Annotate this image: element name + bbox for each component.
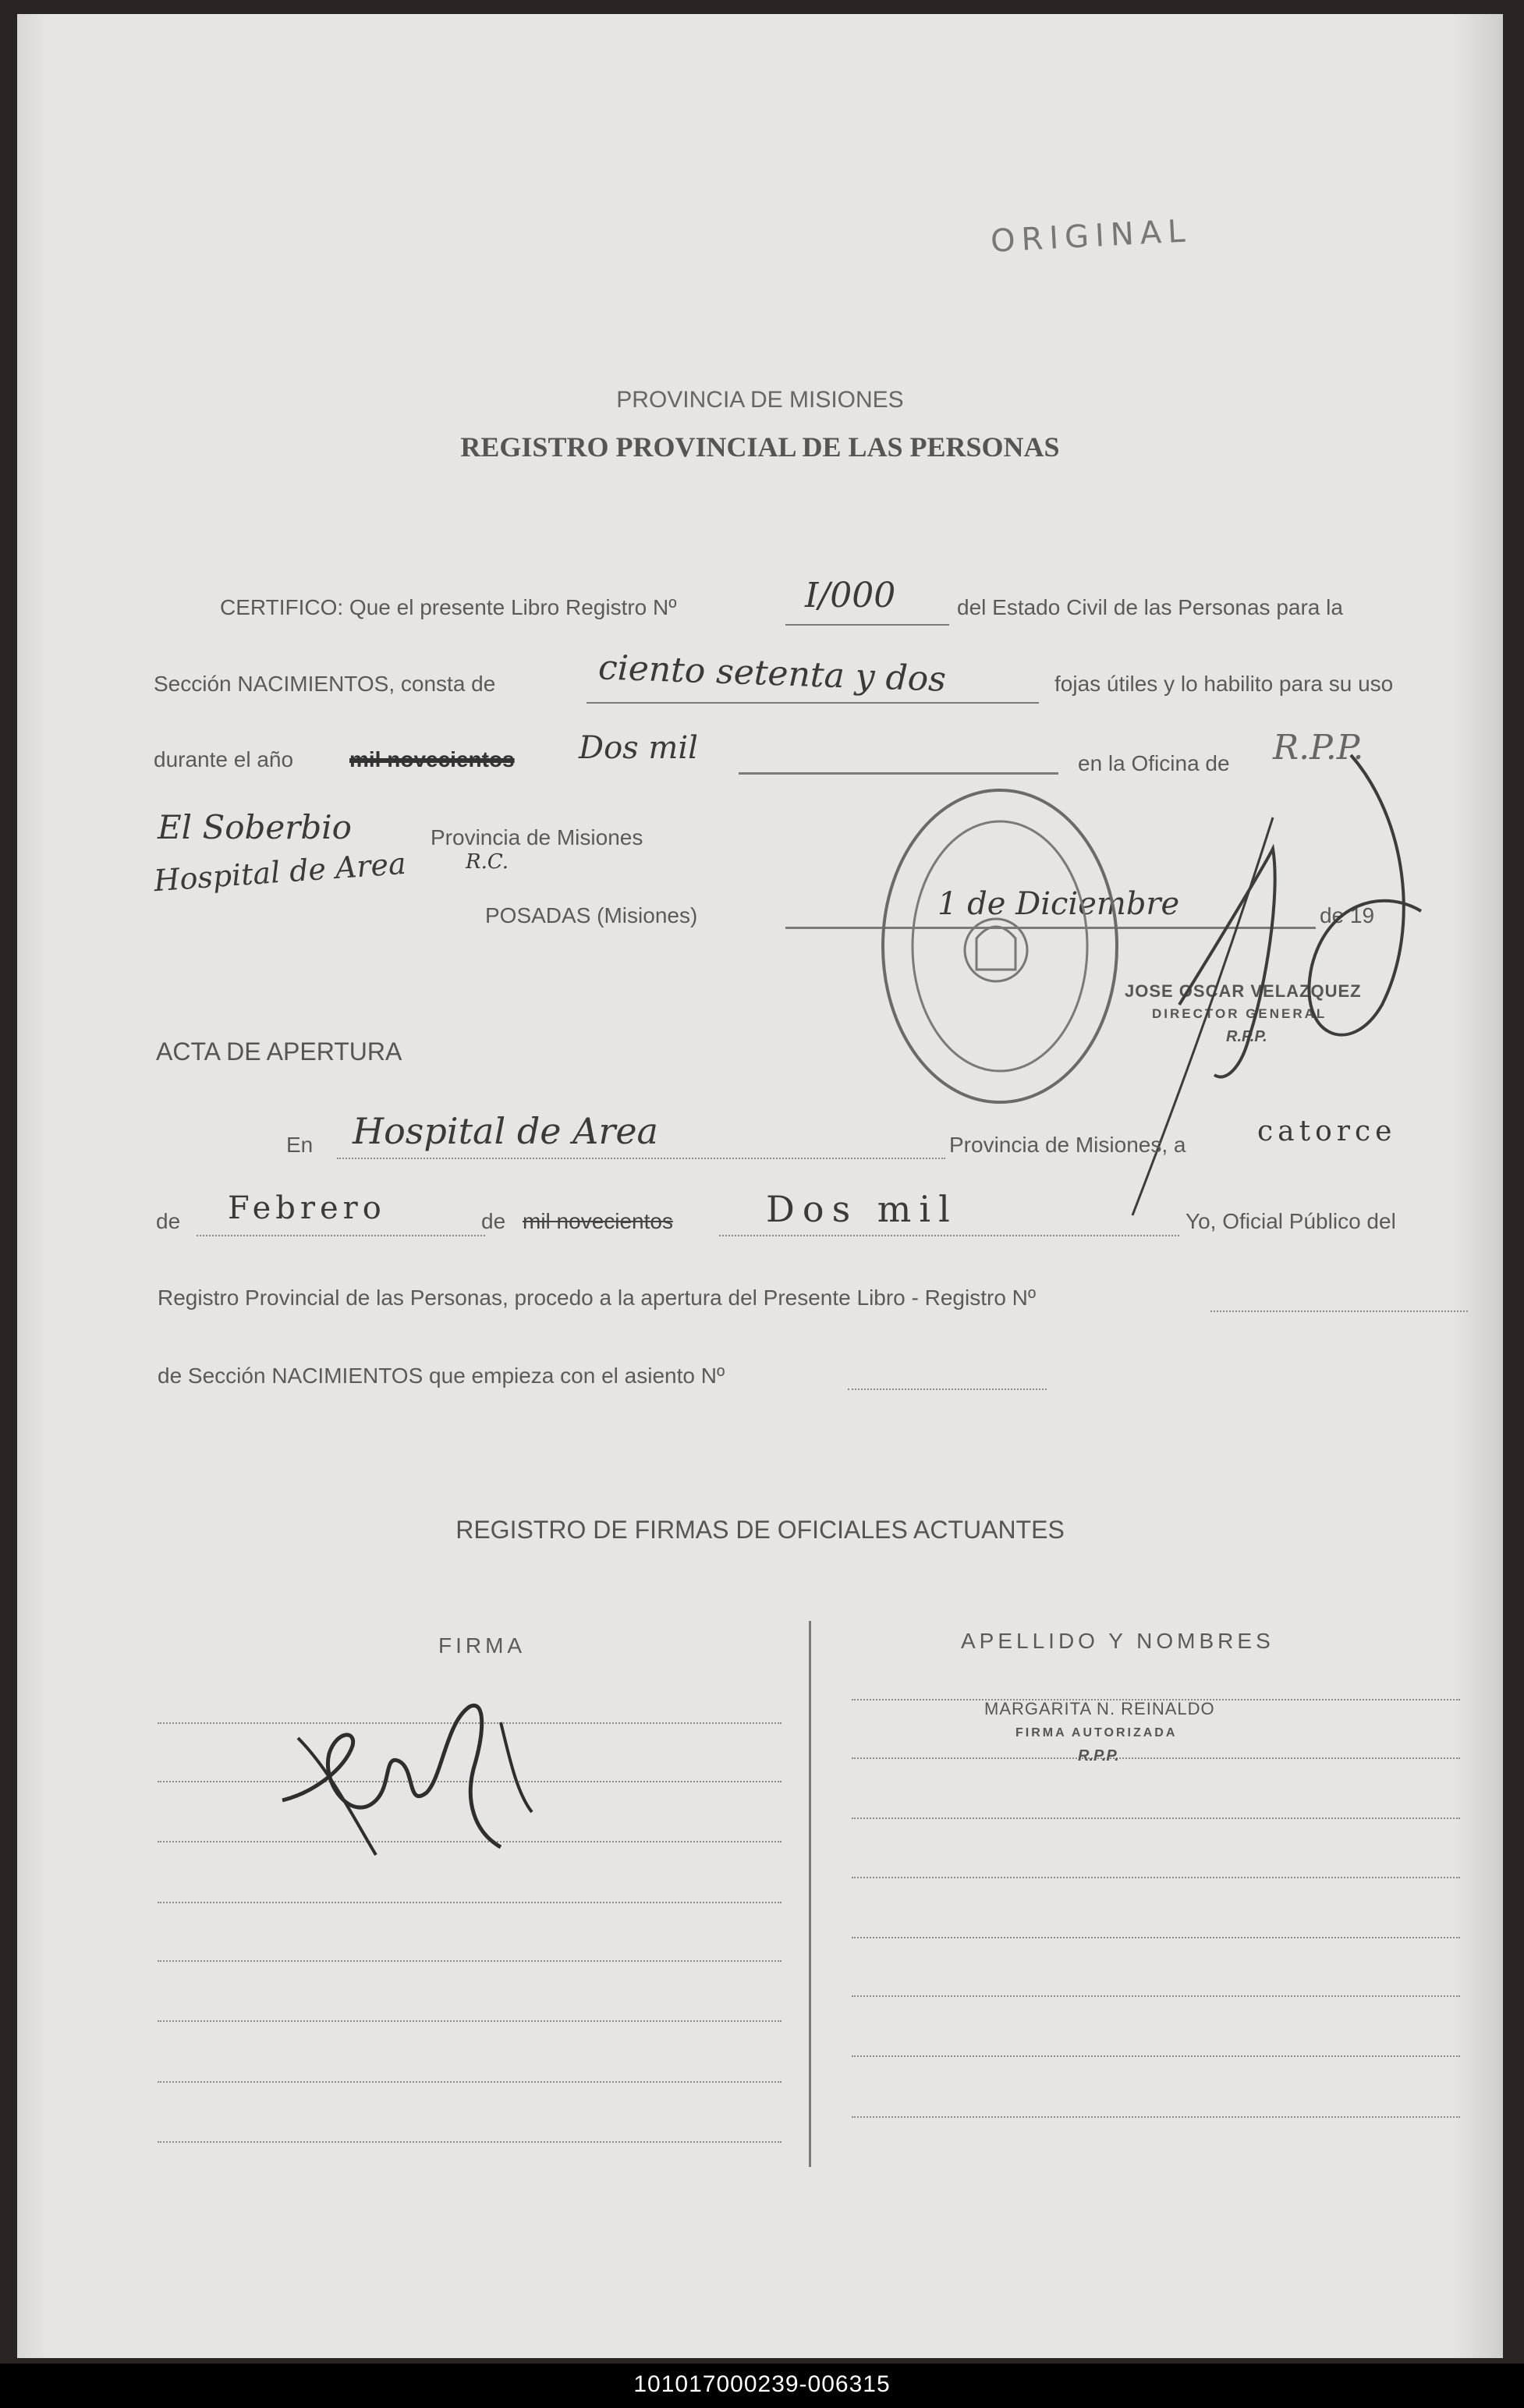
nombres-row-6 xyxy=(852,1995,1460,1997)
cert-office-label: en la Oficina de xyxy=(1078,751,1230,775)
acta-month: Febrero xyxy=(228,1190,386,1226)
nombres-row-2 xyxy=(852,1757,1460,1759)
cert-struck-year: mil novecientos xyxy=(349,747,515,771)
firma-row-5 xyxy=(158,1960,781,1962)
document-id: 101017000239-006315 xyxy=(633,2371,891,2397)
acta-place: Hospital de Area xyxy=(353,1110,658,1152)
cert-line2-label: Sección NACIMIENTOS, consta de xyxy=(154,672,496,696)
nombres-row-3 xyxy=(852,1818,1460,1819)
acta-struck-year: mil novecientos xyxy=(523,1209,673,1233)
director-signature xyxy=(1015,708,1483,1254)
acta-day: catorce xyxy=(1257,1115,1397,1147)
cert-year-line xyxy=(739,772,1058,775)
acta-line3-fill xyxy=(1210,1310,1468,1312)
cert-book-no: I/000 xyxy=(805,576,896,615)
nombres-row-7 xyxy=(852,2055,1460,2057)
original-mark: ORIGINAL xyxy=(989,213,1193,260)
cert-line3-label: durante el año xyxy=(154,747,294,771)
nombres-row-8 xyxy=(852,2116,1460,2118)
cert-province: Provincia de Misiones xyxy=(431,825,643,849)
director-name: JOSE OSCAR VELAZQUEZ xyxy=(1125,981,1362,1001)
acta-en-label: En xyxy=(286,1133,314,1157)
signatures-col-nombres: APELLIDO Y NOMBRES xyxy=(961,1629,1274,1653)
acta-year-line xyxy=(719,1235,1179,1236)
firma-row-7 xyxy=(158,2081,781,2083)
cert-pages: ciento setenta y dos xyxy=(597,647,947,700)
acta-line3: Registro Provincial de las Personas, procedo a la apertura del Presente Libro - Registro Nº xyxy=(158,1286,1037,1310)
acta-year: Dos mil xyxy=(766,1188,958,1230)
nombres-row-5 xyxy=(852,1937,1460,1938)
acta-de-label: de xyxy=(156,1209,181,1233)
director-title: DIRECTOR GENERAL xyxy=(1152,1006,1327,1021)
registry-heading: REGISTRO PROVINCIAL DE LAS PERSONAS xyxy=(460,431,1060,463)
director-org: R.P.P. xyxy=(1226,1028,1267,1045)
cert-line2-suffix: fojas útiles y lo habilito para su uso xyxy=(1054,672,1394,696)
authorized-title: FIRMA AUTORIZADA xyxy=(1015,1726,1178,1740)
firma-row-8 xyxy=(158,2141,781,2143)
firma-row-6 xyxy=(158,2020,781,2022)
signatures-col-firma: FIRMA xyxy=(438,1633,526,1658)
signatures-title: REGISTRO DE FIRMAS DE OFICIALES ACTUANTES xyxy=(455,1516,1065,1544)
acta-place-line xyxy=(337,1158,945,1159)
posadas-date: 1 de Diciembre xyxy=(937,886,1180,922)
acta-provincia-label: Provincia de Misiones, a xyxy=(949,1133,1186,1157)
acta-month-line xyxy=(197,1235,485,1236)
cert-office: R.P.P. xyxy=(1273,728,1364,768)
signatures-divider xyxy=(809,1621,811,2167)
document-page xyxy=(17,14,1503,2358)
acta-line4: de Sección NACIMIENTOS que empieza con el asiento Nº xyxy=(158,1364,725,1388)
authorized-org: R.P.P. xyxy=(1078,1747,1119,1764)
posadas-de: de 19 xyxy=(1320,903,1375,927)
acta-title: ACTA DE APERTURA xyxy=(156,1037,402,1066)
cert-line1-suffix: del Estado Civil de las Personas para la xyxy=(957,595,1343,619)
posadas-label: POSADAS (Misiones) xyxy=(485,903,698,927)
nombres-row-4 xyxy=(852,1877,1460,1878)
authorized-name: MARGARITA N. REINALDO xyxy=(984,1699,1215,1718)
cert-year: Dos mil xyxy=(579,730,698,766)
cert-book-line xyxy=(785,624,949,626)
acta-de2-label: de xyxy=(481,1209,506,1233)
officer-signature xyxy=(267,1676,579,1878)
cert-line1-label: CERTIFICO: Que el presente Libro Registro Nº xyxy=(220,595,677,619)
acta-yo-label: Yo, Oficial Público del xyxy=(1186,1209,1396,1233)
acta-line4-fill xyxy=(848,1388,1047,1390)
firma-row-4 xyxy=(158,1902,781,1903)
cert-hospital-note: R.C. xyxy=(466,850,509,874)
cert-place: El Soberbio xyxy=(158,808,352,846)
cert-pages-line xyxy=(587,702,1039,704)
province-heading: PROVINCIA DE MISIONES xyxy=(616,387,904,413)
cert-hospital: Hospital de Area xyxy=(152,846,407,899)
